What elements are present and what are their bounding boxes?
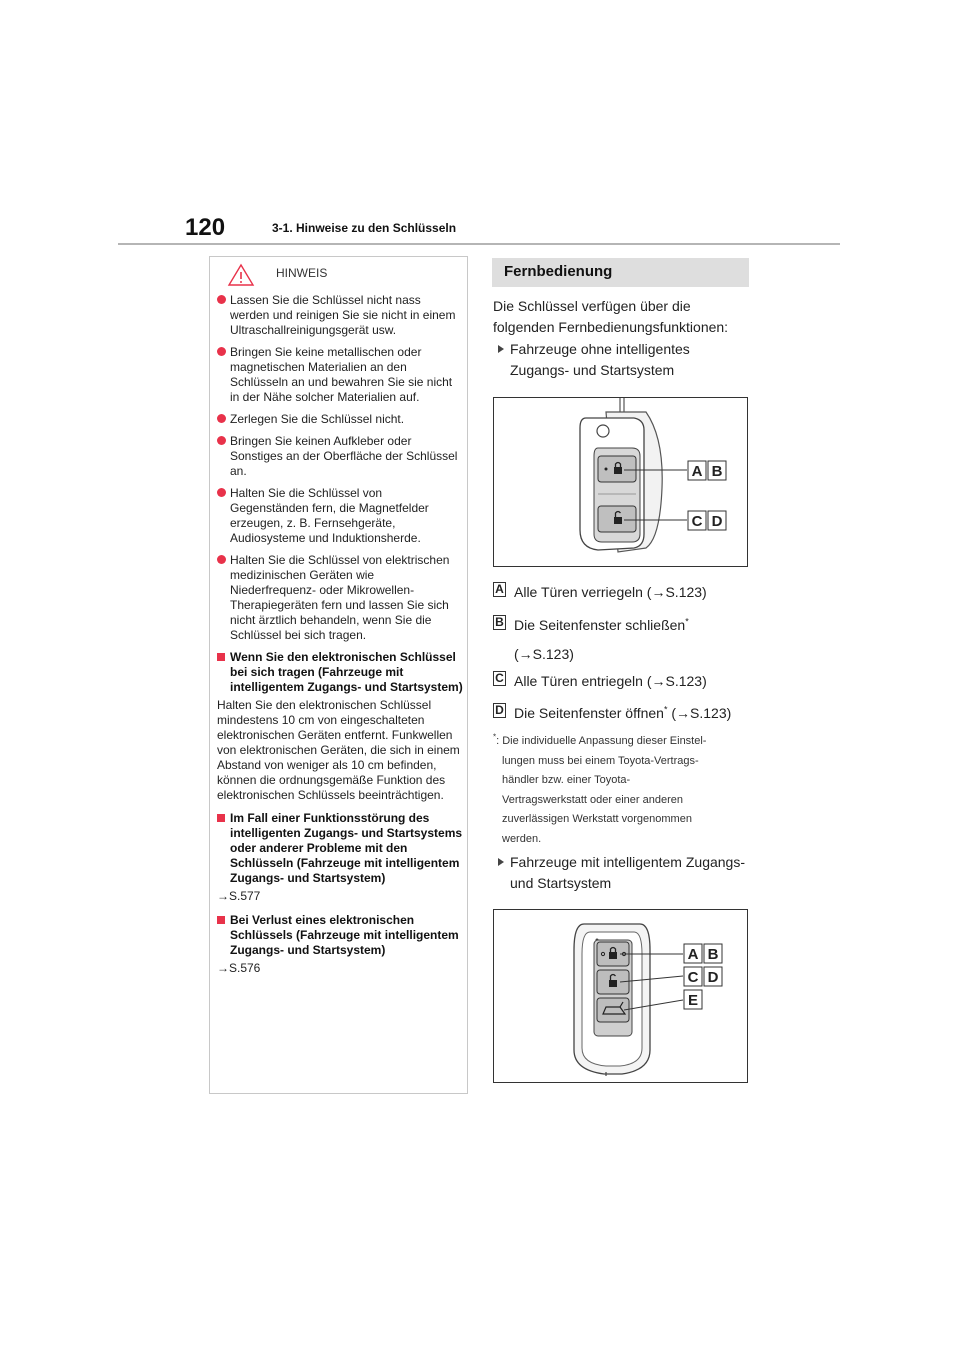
triangle-bullet-icon bbox=[498, 858, 504, 866]
notice-bullet: Halten Sie die Schlüssel von Gegenständen fern, die Magnetfelder erzeugen, z. B. Fernsehgeräte, Audiosysteme und Induktionsherde. bbox=[217, 486, 463, 546]
bullet-dot-icon bbox=[217, 488, 226, 497]
square-bullet-icon bbox=[217, 916, 225, 924]
notice-subheading: Im Fall einer Funktionsstörung des intelligenten Zugangs- und Startsystems oder anderer Probleme mit den Schlüsseln (Fahrzeuge mit intelligentem Zugangs- und Startsystem) bbox=[217, 811, 463, 886]
legend-key: A bbox=[493, 582, 506, 597]
legend-item-b: B Die Seitenfenster schließen* (→S.123) bbox=[493, 615, 753, 664]
page-reference: →S.576 bbox=[217, 961, 261, 975]
bullet-dot-icon bbox=[217, 347, 226, 356]
fig2-label-d: D bbox=[707, 969, 719, 986]
header-divider bbox=[118, 243, 840, 245]
legend-key: B bbox=[493, 615, 506, 630]
notice-bullet: Bringen Sie keine metallischen oder magnetischen Materialien an den Schlüsseln an und bewahren Sie sie nicht in der Nähe solcher Materialien auf. bbox=[217, 345, 463, 405]
notice-subheading: Wenn Sie den elektronischen Schlüssel bei sich tragen (Fahrzeuge mit intelligentem Zugangs- und Startsystem) bbox=[217, 650, 463, 695]
notice-bullet: Bringen Sie keinen Aufkleber oder Sonstiges an der Oberfläche der Schlüssel an. bbox=[217, 434, 463, 479]
page-number: 120 bbox=[185, 214, 226, 241]
legend-key: C bbox=[493, 671, 506, 686]
fig2-label-c: C bbox=[687, 969, 699, 986]
remote-intro: Die Schlüssel verfügen über die folgenden Fernbedienungsfunktionen: bbox=[493, 298, 729, 335]
notice-body bbox=[217, 293, 463, 985]
square-bullet-icon bbox=[217, 653, 225, 661]
fig1-label-d: D bbox=[711, 513, 723, 530]
triangle-bullet-icon bbox=[498, 345, 504, 353]
smart-key-illustration bbox=[494, 910, 747, 1082]
flip-key-illustration bbox=[494, 398, 747, 566]
page-reference: →S.577 bbox=[217, 889, 261, 903]
square-bullet-icon bbox=[217, 814, 225, 822]
fig1-label-b: B bbox=[711, 463, 723, 480]
remote-heading: Fernbedienung bbox=[492, 258, 749, 287]
fig2-label-b: B bbox=[707, 946, 719, 963]
key-figure-smart bbox=[493, 909, 748, 1083]
bullet-dot-icon bbox=[217, 436, 226, 445]
notice-bullet: Halten Sie die Schlüssel von elektrischen medizinischen Geräten wie Niederfrequenz- oder Mikrowellen-Therapiegeräten fern und lassen Sie sich nicht ärztlich behandeln, wenn Sie die Schlüssel bei sich tragen. bbox=[217, 553, 463, 643]
variant-heading: Fahrzeuge ohne intelligentes Zugangs- und Startsystem bbox=[498, 339, 748, 381]
fig1-label-c: C bbox=[691, 513, 703, 530]
variant-heading: Fahrzeuge mit intelligentem Zugangs- und Startsystem bbox=[498, 852, 748, 894]
fig1-label-a: A bbox=[691, 463, 703, 480]
legend-item-c: C Alle Türen entriegeln (→S.123) bbox=[493, 671, 753, 691]
notice-bullet: Lassen Sie die Schlüssel nicht nass werden und reinigen Sie sie nicht in einem Ultraschallreinigungsgerät usw. bbox=[217, 293, 463, 338]
fig2-label-a: A bbox=[687, 946, 699, 963]
notice-paragraph: Halten Sie den elektronischen Schlüssel mindestens 10 cm von eingeschalteten elektronischen Geräten entfernt. Funkwellen von elektronischen Geräten, die sich in einem Abstand von weniger als 10 cm befinden, können die ordnungsgemäße Funktion des elektronischen Schlüssels beeinträchtigen. bbox=[217, 698, 460, 802]
warning-icon bbox=[227, 263, 255, 287]
section-title: 3-1. Hinweise zu den Schlüsseln bbox=[272, 221, 457, 235]
fig2-label-e: E bbox=[687, 992, 699, 1009]
bullet-dot-icon bbox=[217, 414, 226, 423]
notice-box bbox=[209, 256, 468, 1094]
notice-subheading: Bei Verlust eines elektronischen Schlüssels (Fahrzeuge mit intelligentem Zugangs- und Startsystem) bbox=[217, 913, 463, 958]
legend-item-d: D Die Seitenfenster öffnen* (→S.123) bbox=[493, 703, 753, 723]
notice-bullet: Zerlegen Sie die Schlüssel nicht. bbox=[217, 412, 463, 427]
key-figure-standard bbox=[493, 397, 748, 567]
legend-key: D bbox=[493, 703, 506, 718]
bullet-dot-icon bbox=[217, 555, 226, 564]
legend-item-a: A Alle Türen verriegeln (→S.123) bbox=[493, 582, 753, 602]
bullet-dot-icon bbox=[217, 295, 226, 304]
footnote: *: Die individuelle Anpassung dieser Einstel- lungen muss bei einem Toyota-Vertrags- händler bzw. einer Toyota- Vertragswerkstatt oder einer anderen zuverlässigen Werkstatt vorgenommen werden. bbox=[493, 732, 707, 845]
notice-header bbox=[210, 257, 467, 293]
notice-label: HINWEIS bbox=[276, 266, 328, 280]
